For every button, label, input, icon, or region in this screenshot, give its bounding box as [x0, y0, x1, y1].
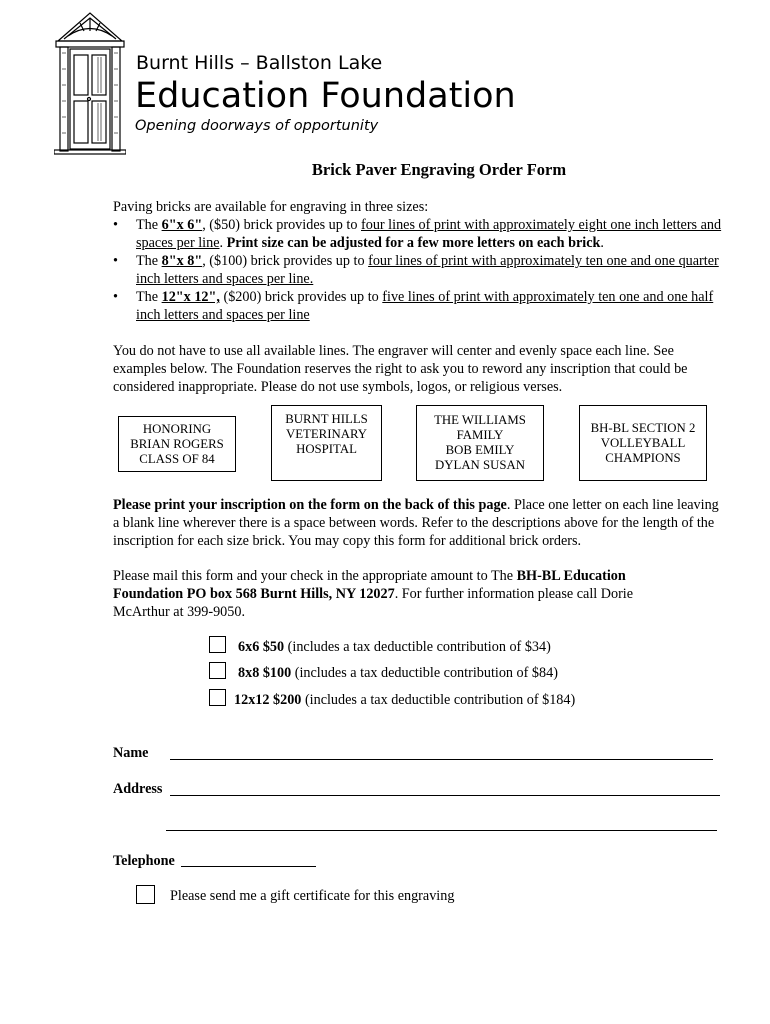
intro-text: Paving bricks are available for engraving in three sizes:	[113, 199, 429, 215]
option-checkbox-12x12[interactable]	[209, 689, 226, 706]
address-field-line2[interactable]	[166, 830, 717, 831]
lines-paragraph: You do not have to use all available lines. The engraver will center and evenly space each line. See examples below. The Foundation reserves the right to ask you to reword any inscription that could be considered inappropriate. Please do not use symbols, logos, or religious verses.	[113, 343, 688, 395]
example-brick: BURNT HILLS VETERINARY HOSPITAL	[271, 405, 382, 481]
example-brick: HONORING BRIAN ROGERS CLASS OF 84	[118, 416, 236, 472]
print-instructions: Please print your inscription on the form on the back of this page. Place one letter on each line leaving a blank line wherever there is a space between words. Refer to the descriptions above for the length of the inscription for each size brick. You may copy this form for additional brick orders.	[113, 497, 719, 549]
option-label: 12x12 $200 (includes a tax deductible contribution of $184)	[234, 692, 576, 708]
org-name: Education Foundation	[135, 76, 516, 116]
size-item: • The 12"x 12", ($200) brick provides up to five lines of print with approximately ten one and one half inch letters and spaces per line	[113, 289, 714, 323]
example-brick: BH-BL SECTION 2 VOLLEYBALL CHAMPIONS	[579, 405, 707, 481]
form-title: Brick Paver Engraving Order Form	[311, 160, 567, 179]
option-checkbox-8x8[interactable]	[209, 662, 226, 679]
size-item: • The 8"x 8", ($100) brick provides up to four lines of print with approximately ten one and one quarter inch letters and spaces per line.	[113, 253, 719, 287]
name-label: Name	[113, 745, 149, 761]
option-checkbox-6x6[interactable]	[209, 636, 226, 653]
telephone-label: Telephone	[113, 853, 175, 869]
name-field[interactable]	[170, 759, 713, 760]
tagline: Opening doorways of opportunity	[135, 118, 379, 134]
sizes-section	[113, 198, 728, 324]
option-label: 8x8 $100 (includes a tax deductible contribution of $84)	[238, 665, 558, 681]
mail-instructions: Please mail this form and your check in the appropriate amount to The BH-BL Education Foundation PO box 568 Burnt Hills, NY 12027. For further information please call Dorie McArthur at 399-9050.	[113, 568, 634, 620]
gift-checkbox[interactable]	[136, 885, 155, 904]
door-logo	[54, 9, 126, 155]
size-item: • The 6"x 6", ($50) brick provides up to four lines of print with approximately eight one inch letters and spaces per line. Print size can be adjusted for a few more letters on each brick.	[113, 217, 722, 251]
option-label: 6x6 $50 (includes a tax deductible contribution of $34)	[238, 639, 551, 655]
address-field[interactable]	[170, 795, 720, 796]
address-label: Address	[113, 781, 163, 797]
example-brick: THE WILLIAMS FAMILY BOB EMILY DYLAN SUSAN	[416, 405, 544, 481]
telephone-field[interactable]	[181, 866, 316, 867]
gift-label: Please send me a gift certificate for this engraving	[170, 888, 455, 904]
org-line: Burnt Hills – Ballston Lake	[136, 52, 383, 74]
